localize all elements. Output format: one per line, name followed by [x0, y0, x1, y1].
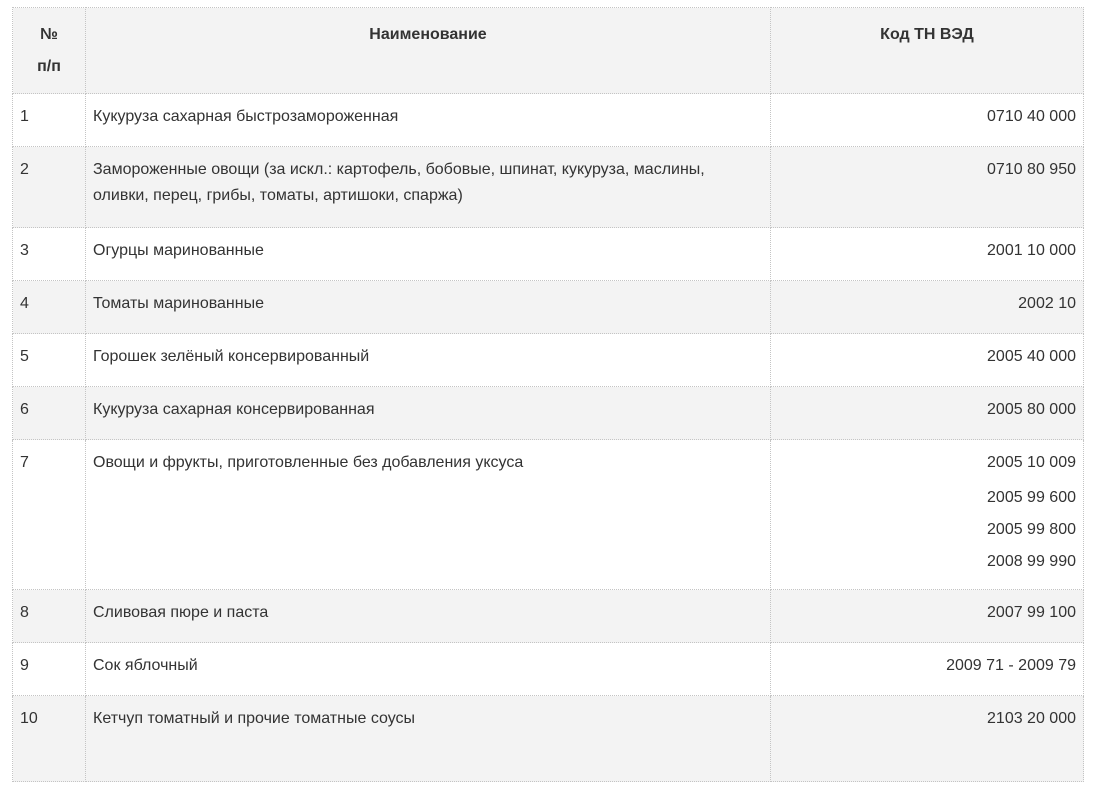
row-codes [771, 440, 1084, 590]
row-codes [771, 147, 1084, 228]
table-row [13, 590, 1084, 643]
row-number: 6 [13, 387, 86, 440]
table-row [13, 147, 1084, 228]
row-codes [771, 94, 1084, 147]
row-name: Огурцы маринованные [86, 228, 771, 281]
header-code: Код ТН ВЭД [771, 8, 1084, 94]
row-code: 2005 80 000 [987, 401, 1076, 418]
row-number: 10 [13, 696, 86, 782]
row-code: 2005 99 600 [987, 489, 1076, 506]
row-code: 2103 20 000 [987, 710, 1076, 727]
header-number-line1: № [40, 26, 58, 43]
row-number: 5 [13, 334, 86, 387]
row-code: 2007 99 100 [987, 604, 1076, 621]
row-code: 2001 10 000 [987, 242, 1076, 259]
table-row [13, 281, 1084, 334]
row-codes [771, 281, 1084, 334]
row-name: Замороженные овощи (за искл.: картофель, бобовые, шпинат, кукуруза, маслины, оливки, перец, грибы, томаты, артишоки, спаржа) [86, 147, 771, 228]
row-name: Томаты маринованные [86, 281, 771, 334]
row-number: 3 [13, 228, 86, 281]
row-codes [771, 696, 1084, 782]
table-row [13, 696, 1084, 782]
row-code: 2005 10 009 [987, 454, 1076, 471]
row-code: 2008 99 990 [987, 553, 1076, 570]
table-body [13, 94, 1084, 782]
row-codes [771, 387, 1084, 440]
row-name: Горошек зелёный консервированный [86, 334, 771, 387]
row-name: Кукуруза сахарная быстрозамороженная [86, 94, 771, 147]
table-row [13, 643, 1084, 696]
header-number-line2: п/п [37, 58, 61, 75]
row-codes [771, 228, 1084, 281]
row-number: 9 [13, 643, 86, 696]
row-code: 2005 40 000 [987, 348, 1076, 365]
row-number: 1 [13, 94, 86, 147]
row-name: Овощи и фрукты, приготовленные без добавления уксуса [86, 440, 771, 590]
row-code: 0710 40 000 [987, 108, 1076, 125]
row-number: 2 [13, 147, 86, 228]
row-codes [771, 590, 1084, 643]
row-code: 0710 80 950 [987, 161, 1076, 178]
row-number: 4 [13, 281, 86, 334]
row-codes [771, 643, 1084, 696]
table-row [13, 94, 1084, 147]
table-header [13, 8, 1084, 94]
table-row [13, 387, 1084, 440]
row-name: Кетчуп томатный и прочие томатные соусы [86, 696, 771, 782]
row-name: Сок яблочный [86, 643, 771, 696]
row-name: Кукуруза сахарная консервированная [86, 387, 771, 440]
row-codes [771, 334, 1084, 387]
row-code: 2005 99 800 [987, 521, 1076, 538]
table-row [13, 334, 1084, 387]
header-name: Наименование [86, 8, 771, 94]
header-number [13, 8, 86, 94]
header-row [13, 8, 1084, 94]
table-row [13, 440, 1084, 590]
row-name: Сливовая пюре и паста [86, 590, 771, 643]
row-code: 2009 71 - 2009 79 [946, 657, 1076, 674]
row-number: 8 [13, 590, 86, 643]
row-code: 2002 10 [1018, 295, 1076, 312]
customs-codes-table [12, 7, 1084, 782]
table-row [13, 228, 1084, 281]
row-number: 7 [13, 440, 86, 590]
